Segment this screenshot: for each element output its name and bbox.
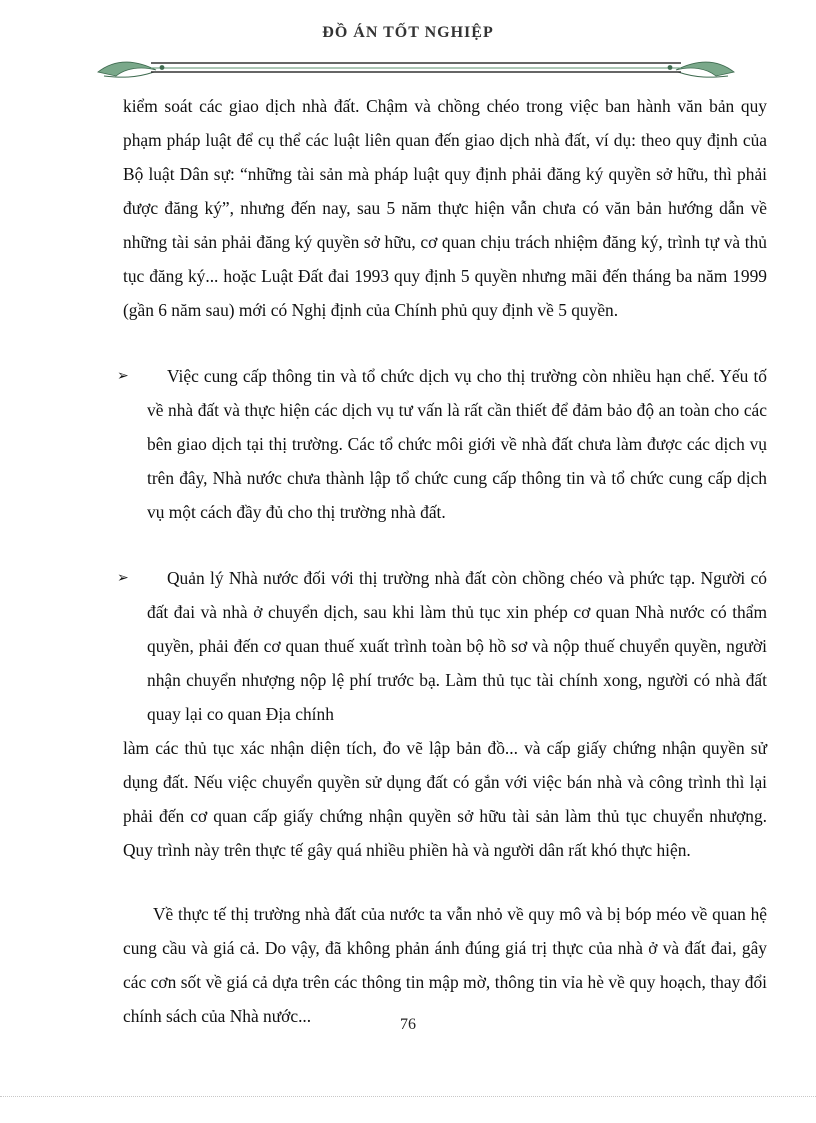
bullet-item-1-text: Việc cung cấp thông tin và tổ chức dịch vụ cho thị trường còn nhiều hạn chế. Yếu tố về nhà đất và thực hiện các dịch vụ tư vấn là rất cần thiết để đảm bảo độ an toàn cho các bên giao dịch tại thị trường. Các tổ chức môi giới về nhà đất chưa làm được các dịch vụ trên đây, Nhà nước chưa thành lập tổ chức cung cấp thông tin và tổ chức cung cấp dịch vụ một cách đầy đủ cho thị trường nhà đất.	[147, 366, 767, 522]
body-paragraph-4: Về thực tế thị trường nhà đất của nước ta vẫn nhỏ về quy mô và bị bóp méo về quan hệ cung cầu và giá cả. Do vậy, đã không phản ánh đúng giá trị thực của nhà ở và đất đai, gây các cơn sốt về giá cả dựa trên các thông tin mập mờ, thông tin vỉa hè về quy hoạch, thay đổi chính sách của Nhà nước...	[123, 904, 767, 1026]
footer-divider	[0, 1096, 816, 1097]
body-paragraph-1: kiểm soát các giao dịch nhà đất. Chậm và chồng chéo trong việc ban hành văn bản quy phạm pháp luật để cụ thể các luật liên quan đến giao dịch nhà đất, ví dụ: theo quy định của Bộ luật Dân sự: “những tài sản mà pháp luật quy định phải đăng ký quyền sở hữu, thì phải được đăng ký”, nhưng đến nay, sau 5 năm thực hiện vẫn chưa có văn bản hướng dẫn về những tài sản phải đăng ký quyền sở hữu, cơ quan chịu trách nhiệm đăng ký, trình tự và thủ tục đăng ký... hoặc Luật Đất đai 1993 quy định 5 quyền nhưng mãi đến tháng ba năm 1999 (gần 6 năm sau) mới có Nghị định của Chính phủ quy định về 5 quyền.	[123, 96, 767, 320]
body-paragraph-3: làm các thủ tục xác nhận diện tích, đo vẽ lập bản đồ... và cấp giấy chứng nhận quyền sử dụng đất. Nếu việc chuyển quyền sử dụng đất có gắn với việc bán nhà và công trình thì lại phải đến cơ quan cấp giấy chứng nhận quyền sở hữu tài sản làm thủ tục chuyển nhượng. Quy trình này trên thực tế gây quá nhiều phiền hà và người dân rất khó thực hiện.	[123, 738, 767, 860]
arrow-bullet-icon: ➢	[117, 368, 129, 384]
bullet-item-2-text: Quản lý Nhà nước đối với thị trường nhà đất còn chồng chéo và phức tạp. Người có đất đai và nhà ở chuyển dịch, sau khi làm thủ tục xin phép cơ quan Nhà nước có thẩm quyền, phải đến cơ quan thuế xuất trình toàn bộ hồ sơ và nộp thuế chuyển quyền, người nhận chuyển nhượng nộp lệ phí trước bạ. Làm thủ tục tài chính xong, người có nhà đất quay lại co quan Địa chính	[147, 568, 767, 724]
page-header-title: ĐỒ ÁN TỐT NGHIỆP	[322, 24, 494, 41]
bullet-item-2	[117, 561, 767, 731]
page-number: 76	[400, 1016, 416, 1033]
bullet-item-1	[117, 359, 767, 529]
decorative-header-rule	[96, 48, 736, 88]
arrow-bullet-icon: ➢	[117, 570, 129, 586]
